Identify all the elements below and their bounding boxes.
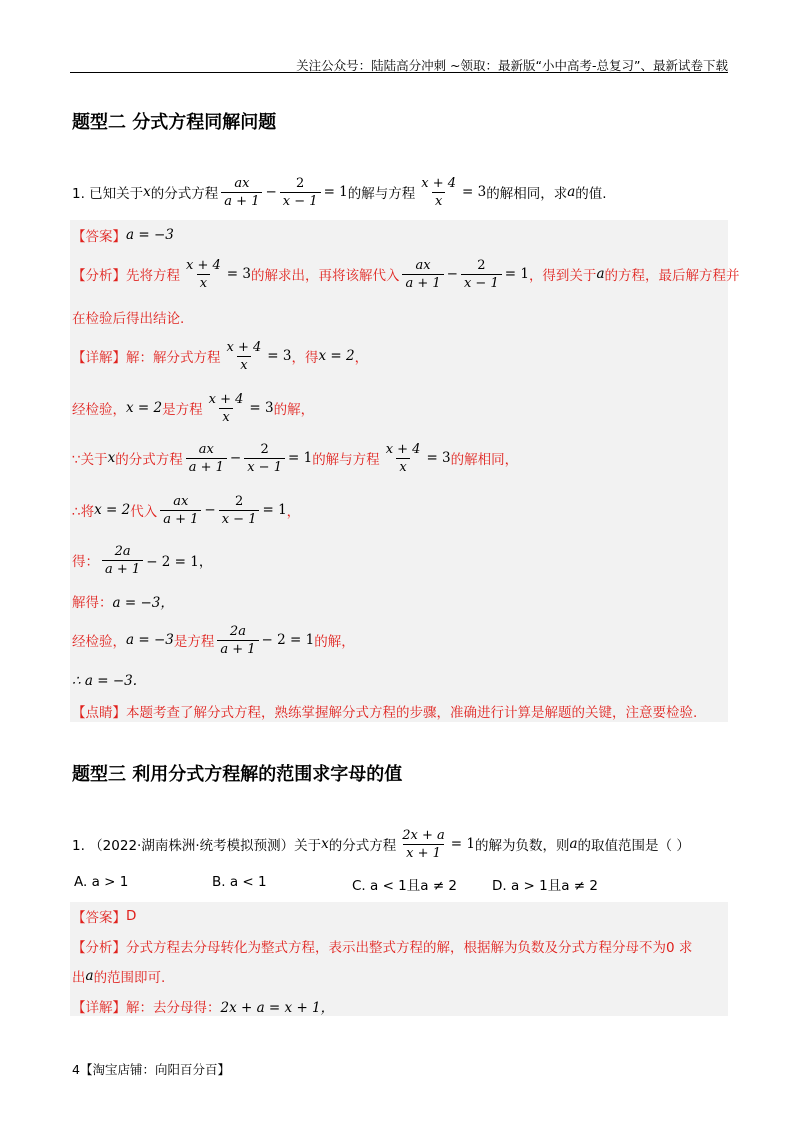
equals-1: = 1 bbox=[450, 836, 475, 852]
option-b[interactable]: B. a < 1 bbox=[212, 874, 267, 890]
analysis-text: 的解求出，再将该解代入 bbox=[250, 268, 400, 284]
question-2 bbox=[72, 824, 690, 864]
var-x: x bbox=[107, 450, 116, 466]
var-a: a bbox=[85, 968, 94, 984]
equals-3: = 3 bbox=[249, 400, 274, 416]
detail-text: 得： bbox=[72, 554, 99, 570]
equals-3: = 3 bbox=[226, 266, 251, 282]
section-title-3: 题型三 利用分式方程解的范围求字母的值 bbox=[72, 764, 403, 785]
option-a[interactable]: A. a > 1 bbox=[74, 874, 129, 890]
equation: a = −3 bbox=[126, 632, 174, 648]
point-label: 【点睛】 bbox=[72, 705, 126, 721]
analysis-2 bbox=[72, 935, 692, 957]
equation: x = 2 bbox=[94, 502, 131, 518]
q1-mid2: 的解与方程 bbox=[347, 186, 416, 202]
analysis-1 bbox=[72, 254, 740, 294]
option-d[interactable]: D. a > 1且a ≠ 2 bbox=[492, 878, 598, 894]
fraction-x4: $\frac{x + 4}{x}$ bbox=[385, 441, 421, 475]
fraction-x4: $\frac{x + 4}{x}$ bbox=[186, 257, 221, 291]
analysis-text: 分式方程去分母转化为整式方程，表示出整式方程的解，根据解为负数及分式方程分母不为0 求 bbox=[126, 940, 693, 956]
q2-prefix: 1. （2022·湖南株洲·统考模拟预测）关于 bbox=[72, 838, 322, 854]
detail-1-line-2 bbox=[72, 388, 314, 428]
fraction-ax: $\frac{ax}{a + 1}$ bbox=[160, 494, 201, 527]
detail-text: 解：解分式方程 bbox=[126, 350, 221, 366]
var-a: a bbox=[567, 184, 576, 200]
q2-text: 的取值范围是（ ） bbox=[577, 838, 690, 854]
analysis-text: 先将方程 bbox=[126, 268, 180, 284]
detail-text: 是方程 bbox=[173, 634, 215, 650]
analysis-1-cont: 在检验后得出结论. bbox=[72, 311, 185, 327]
detail-text: 经检验， bbox=[72, 634, 126, 650]
option-c[interactable]: C. a < 1且a ≠ 2 bbox=[352, 878, 458, 894]
page-header: 关注公众号：陆陆高分冲刺 ~领取：最新版“小中高考-总复习”、最新试卷下载 bbox=[296, 58, 728, 73]
minus-sign: − bbox=[446, 266, 458, 282]
fraction-2: $\frac{2}{x - 1}$ bbox=[280, 176, 321, 209]
q1-mid1: 的分式方程 bbox=[150, 186, 219, 202]
detail-1-line-7 bbox=[72, 620, 355, 660]
header-rule bbox=[70, 72, 728, 73]
equation: x = 2 bbox=[126, 400, 163, 416]
var-a: a bbox=[569, 836, 578, 852]
detail-1-line-3 bbox=[72, 438, 518, 478]
fraction-2: $\frac{2}{x - 1}$ bbox=[219, 494, 260, 527]
fraction-x4: $\frac{x + 4}{x}$ bbox=[226, 339, 262, 373]
point-text: 本题考查了解分式方程，熟练掌握解分式方程的步骤，准确进行计算是解题的关键，注意要检验. bbox=[126, 705, 698, 721]
answer-1 bbox=[72, 224, 174, 246]
fraction-ax: $\frac{ax}{a + 1}$ bbox=[221, 176, 262, 209]
equals-1: = 1 bbox=[287, 450, 313, 466]
detail-1-line-6 bbox=[72, 590, 174, 612]
fraction-2x-a: $\frac{2x + a}{x + 1}$ bbox=[402, 827, 445, 861]
minus-sign: − bbox=[229, 450, 242, 466]
q1-suffix: 的解相同，求 bbox=[486, 186, 568, 202]
q2-text: 的解为负数，则 bbox=[474, 838, 570, 854]
fraction-x4: $\frac{x + 4}{x}$ bbox=[421, 175, 457, 209]
q1-prefix: 1. 已知关于 bbox=[72, 186, 144, 202]
detail-text: 解得： bbox=[72, 595, 113, 611]
detail-1-line-5 bbox=[72, 540, 212, 580]
equation: − 2 = 1 bbox=[261, 632, 315, 648]
detail-2 bbox=[72, 995, 334, 1017]
fraction-2a: $\frac{2a}{a + 1}$ bbox=[217, 624, 258, 657]
fraction-2: $\frac{2}{x - 1}$ bbox=[244, 442, 285, 475]
fraction-2: $\frac{2}{x - 1}$ bbox=[461, 258, 502, 291]
detail-text: 的解相同， bbox=[450, 452, 519, 468]
detail-text: 的解， bbox=[273, 402, 315, 418]
detail-text: ∴将 bbox=[72, 504, 95, 520]
equals-3: = 3 bbox=[267, 348, 292, 364]
answer-label: 【答案】 bbox=[72, 229, 126, 245]
detail-text: 代入 bbox=[130, 504, 158, 520]
analysis-text: ，得到关于 bbox=[528, 268, 597, 284]
point-1 bbox=[72, 700, 697, 722]
detail-text: ，得 bbox=[291, 350, 319, 366]
detail-label: 【详解】 bbox=[72, 1000, 126, 1016]
fraction-2a: $\frac{2a}{a + 1}$ bbox=[102, 544, 143, 577]
answer-value: a = −3 bbox=[126, 227, 174, 243]
equals-1: = 1 bbox=[504, 266, 529, 282]
var-a: a bbox=[596, 266, 605, 282]
analysis-label: 【分析】 bbox=[72, 268, 126, 284]
detail-1-line-1: 【详解】 解：解分式方程 $\frac{x + 4}{x}$ = 3 ，得 x = 2 ， bbox=[72, 339, 369, 373]
var-x: x bbox=[321, 836, 329, 852]
analysis-label: 【分析】 bbox=[72, 940, 126, 956]
minus-sign: − bbox=[204, 502, 216, 518]
equals-3: = 3 bbox=[462, 184, 487, 200]
analysis-text: 的方程，最后解方程并 bbox=[604, 268, 740, 284]
q2-mid: 的分式方程 bbox=[328, 838, 397, 854]
equation: a = −3， bbox=[112, 595, 174, 611]
detail-text: ∵关于 bbox=[72, 452, 108, 468]
fraction-ax: $\frac{ax}{a + 1}$ bbox=[186, 442, 227, 475]
fraction-x4: $\frac{x + 4}{x}$ bbox=[208, 391, 244, 425]
detail-text: 经检验， bbox=[72, 402, 126, 418]
analysis-text: 的范围即可. bbox=[93, 970, 166, 986]
detail-1-line-8: ∴ a = −3. bbox=[72, 673, 138, 689]
detail-label: 【详解】 bbox=[72, 350, 126, 366]
equals-3: = 3 bbox=[426, 450, 451, 466]
detail-text: 解：去分母得： bbox=[126, 1000, 221, 1016]
detail-1-line-4 bbox=[72, 490, 300, 530]
answer-label: 【答案】 bbox=[72, 910, 126, 926]
detail-text: 的分式方程 bbox=[115, 452, 183, 468]
section-title-2: 题型二 分式方程同解问题 bbox=[72, 112, 277, 133]
answer-2 bbox=[72, 905, 136, 927]
equation: − 2 = 1， bbox=[146, 554, 213, 570]
equals-1: = 1 bbox=[323, 184, 348, 200]
analysis-text: 出 bbox=[72, 970, 86, 986]
analysis-2-cont bbox=[72, 965, 165, 987]
equation: 2x + a = x + 1， bbox=[220, 1000, 335, 1016]
detail-text: 的解， bbox=[314, 634, 355, 650]
var-x: x bbox=[143, 184, 151, 200]
detail-text: ， bbox=[286, 504, 301, 520]
question-1 bbox=[72, 172, 607, 212]
page-footer: 4【淘宝店铺：向阳百分百】 bbox=[72, 1062, 230, 1077]
q1-end: 的值. bbox=[575, 186, 607, 202]
detail-text: 的解与方程 bbox=[312, 452, 380, 468]
equals-1: = 1 bbox=[262, 502, 287, 518]
detail-text: 是方程 bbox=[162, 402, 203, 418]
minus-sign: − bbox=[265, 184, 277, 200]
equation: x = 2 bbox=[318, 348, 355, 364]
fraction-ax: $\frac{ax}{a + 1}$ bbox=[402, 258, 443, 291]
answer-value: D bbox=[126, 908, 137, 924]
